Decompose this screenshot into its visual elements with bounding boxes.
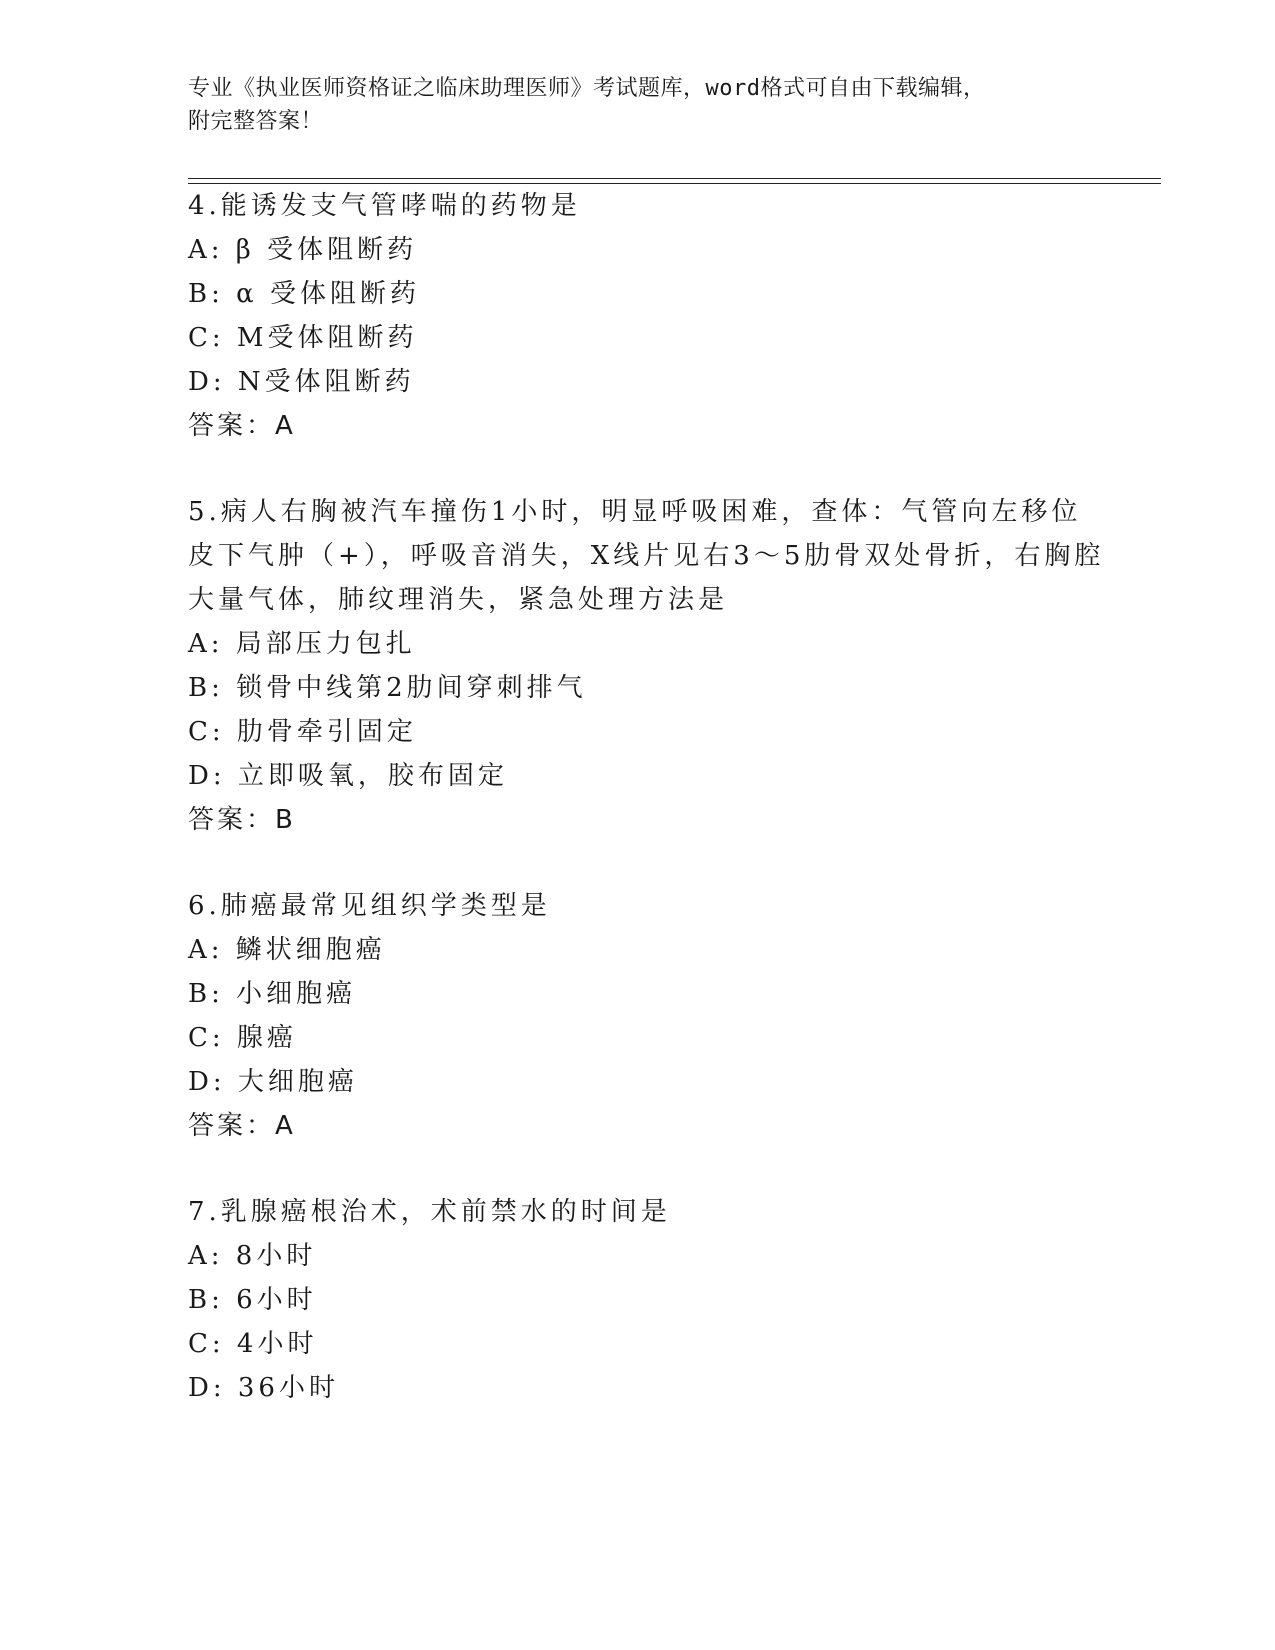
question-6-option-d: D: 大细胞癌 [188, 1067, 358, 1097]
header-divider-bottom [188, 183, 1161, 184]
question-6-option-b: B: 小细胞癌 [188, 979, 357, 1009]
question-4-option-a: A: β 受体阻断药 [188, 235, 418, 265]
question-5-answer: 答案：B [188, 805, 296, 835]
question-5-option-b: B: 锁骨中线第2肋间穿刺排气 [188, 673, 587, 703]
question-6-option-c: C: 腺癌 [188, 1023, 297, 1053]
question-4-stem: 4.能诱发支气管哮喘的药物是 [188, 191, 581, 221]
question-4-option-d: D: N受体阻断药 [188, 367, 415, 397]
header-divider-top [188, 178, 1161, 179]
question-5-option-d: D: 立即吸氧，胶布固定 [188, 761, 508, 791]
question-4-option-c: C: M受体阻断药 [188, 323, 418, 353]
question-7-option-a: A: 8小时 [188, 1241, 317, 1271]
question-5-stem-line-2: 皮下气肿（+），呼吸音消失，X线片见右3～5肋骨双处骨折，右胸腔 [188, 541, 1105, 571]
question-6-stem: 6.肺癌最常见组织学类型是 [188, 891, 551, 921]
header-line-2: 附完整答案！ [188, 109, 324, 134]
question-7-stem: 7.乳腺癌根治术，术前禁水的时间是 [188, 1197, 671, 1227]
document-header [188, 72, 1088, 138]
question-5-stem-line-1: 5.病人右胸被汽车撞伤1小时，明显呼吸困难，查体：气管向左移位 [188, 497, 1082, 527]
question-7-option-d: D: 36小时 [188, 1373, 339, 1403]
question-7-option-b: B: 6小时 [188, 1285, 317, 1315]
header-line-1: 专业《执业医师资格证之临床助理医师》考试题库，word格式可自由下载编辑， [188, 76, 986, 101]
question-6-answer: 答案：A [188, 1111, 296, 1141]
question-5-option-a: A: 局部压力包扎 [188, 629, 416, 659]
question-4-option-b: B: α 受体阻断药 [188, 279, 420, 309]
question-5-stem-line-3: 大量气体，肺纹理消失，紧急处理方法是 [188, 585, 729, 615]
question-5-option-c: C: 肋骨牵引固定 [188, 717, 417, 747]
question-7-option-c: C: 4小时 [188, 1329, 318, 1359]
question-4-answer: 答案：A [188, 411, 296, 441]
question-6-option-a: A: 鳞状细胞癌 [188, 935, 386, 965]
